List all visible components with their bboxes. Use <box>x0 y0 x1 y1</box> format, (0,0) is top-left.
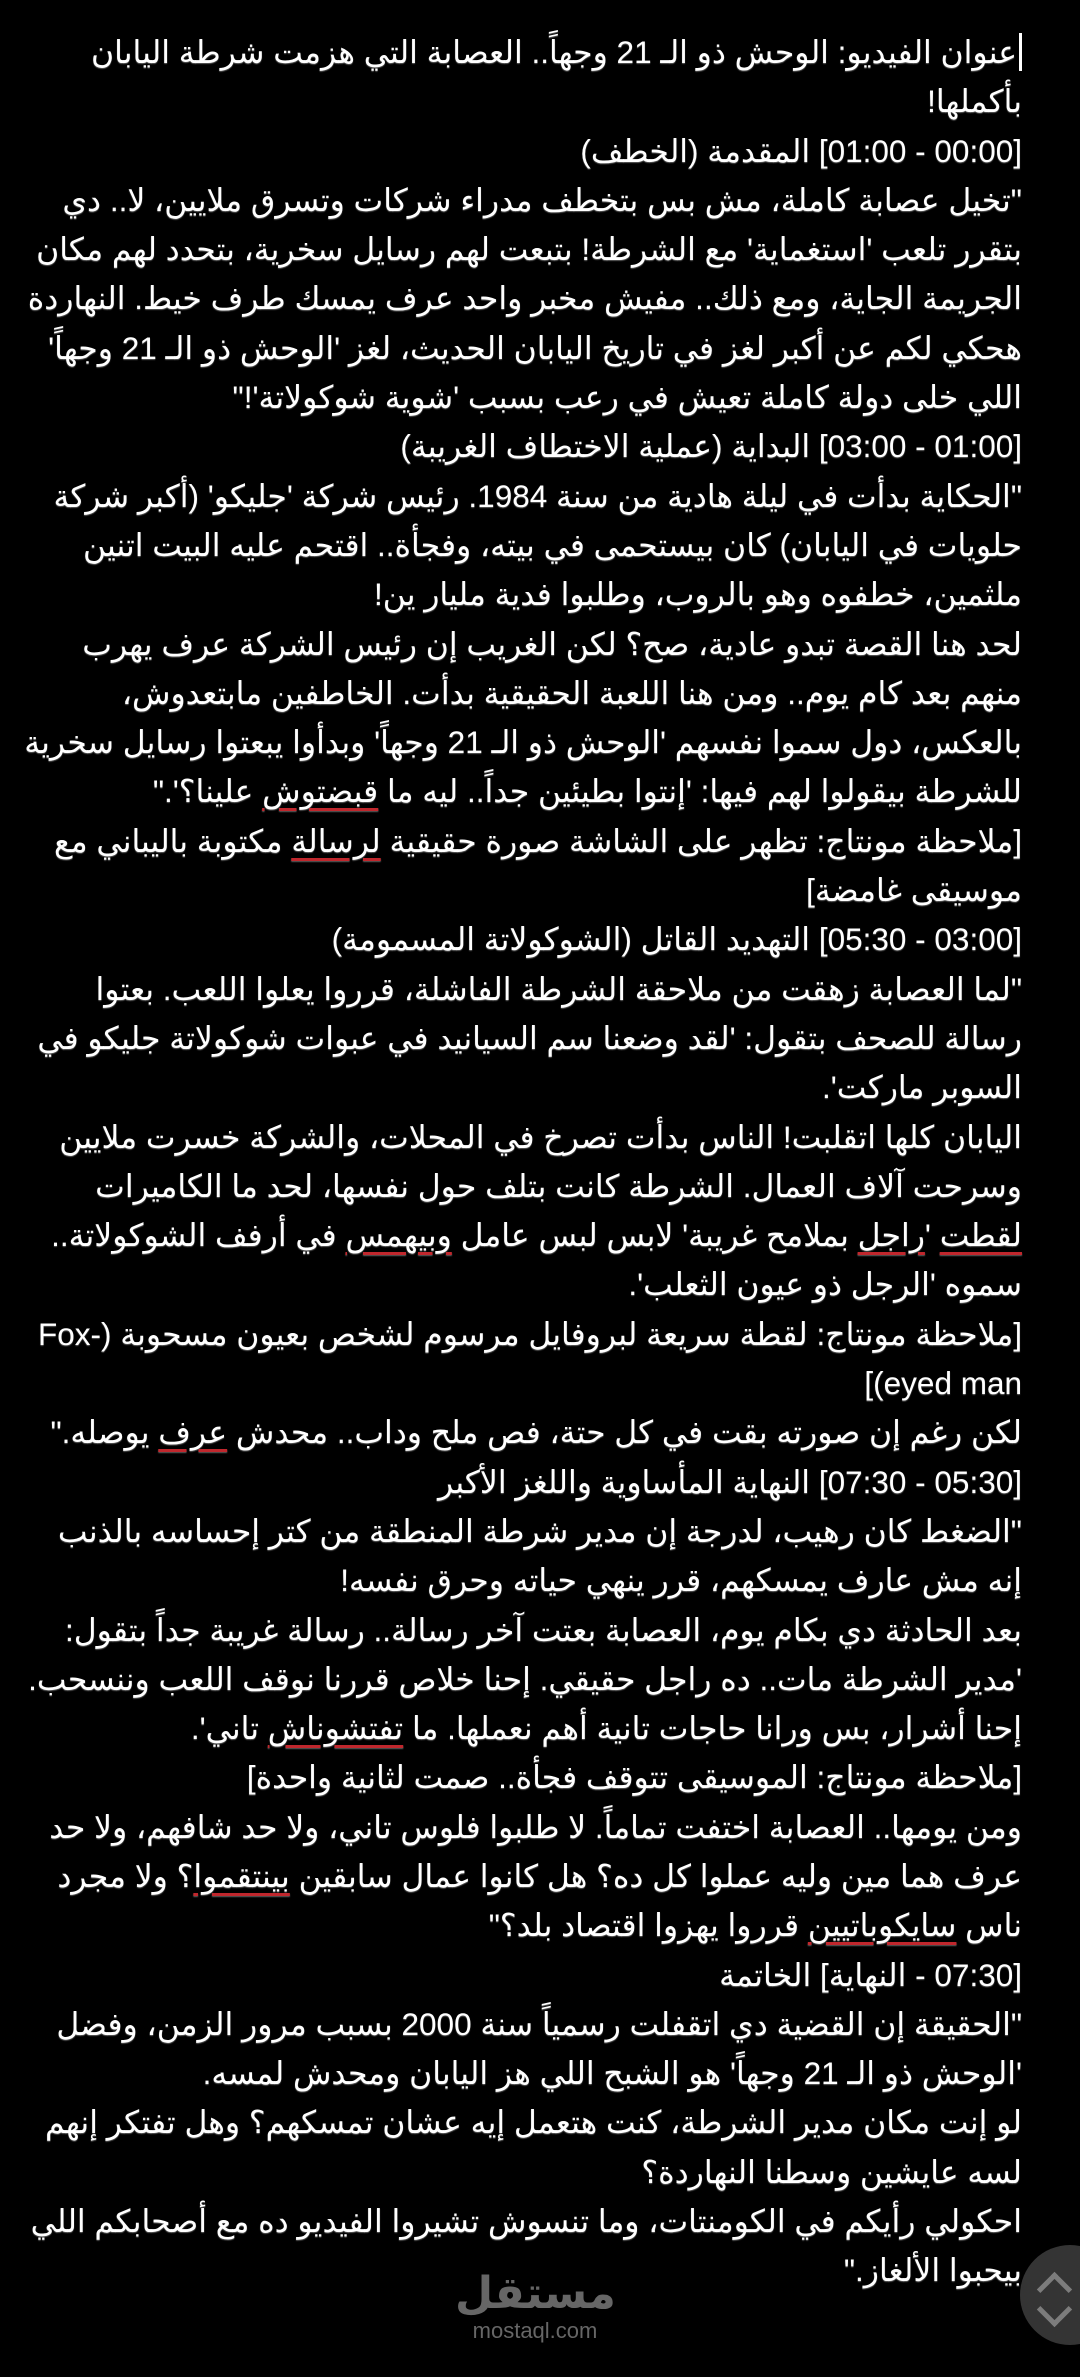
document-paragraph[interactable]: ومن يومها.. العصابة اختفت تماماً. لا طلبوا فلوس تاني، ولا حد شافهم، ولا حد عرف هما مين وليه عملوا كل ده؟ هل كانوا عمال سابقين بينتقموا؟ ولا مجرد ناس سايكوباتيين قرروا يهزوا اقتصاد بلد؟" <box>40 1808 1022 1944</box>
spellcheck-flagged-word[interactable]: لقطت <box>939 1217 1022 1254</box>
document-paragraph[interactable]: "الحقيقة إن القضية دي اتقفلت رسمياً سنة 2000 بسبب مرور الزمن، وفضل 'الوحش ذو الـ 21 وجهاً' هو الشبح اللي هز اليابان ومحدش لمسه. <box>47 2005 1022 2092</box>
document-paragraph[interactable]: "تخيل عصابة كاملة، مش بس بتخطف مدراء شركات وتسرق ملايين، لا.. دي بتقرر تلعب 'استغماية' مع الشرطة! بتبعت لهم رسايل سخرية، بتحدد لهم مكان الجريمة الجاية، ومع ذلك.. مفيش مخبر واحد عرف يمسك طرف خيط. النهاردة هحكي لكم عن أكبر لغز في تاريخ اليابان الحديث، لغز 'الوحش ذو الـ 21 وجهاً' اللي خلى دولة كاملة تعيش في رعب بسبب 'شوية شوكولاتة'!" <box>18 181 1022 416</box>
document-paragraph[interactable]: "الضغط كان رهيب، لدرجة إن مدير شرطة المنطقة من كتر إحساسه بالذنب إنه مش عارف يمسكهم، قرر ينهي حياته وحرق نفسه! <box>49 1512 1022 1599</box>
document-paragraph[interactable]: لو إنت مكان مدير الشرطة، كنت هتعمل إيه عشان تمسكهم؟ وهل تفتكر إنهم لسه عايشين وسطنا النهاردة؟ <box>36 2104 1022 2190</box>
scroll-page-button[interactable] <box>1020 2245 1080 2345</box>
document-paragraph[interactable]: لكن رغم إن صورته بقت في كل حتة، فص ملح وداب.. محدش عرف يوصله." <box>50 1414 1022 1451</box>
document-paragraph[interactable]: "لما العصابة زهقت من ملاحقة الشرطة الفاشلة، قرروا يعلوا اللعب. بعتوا رسالة للصحف بتقول: 'لقد وضعنا سم السيانيد في عبوات شوكولاتة جليكو في السوبر ماركت'. <box>28 970 1022 1106</box>
spellcheck-flagged-word[interactable]: تفتشوناش <box>267 1710 404 1747</box>
spellcheck-flagged-word[interactable]: سايكوباتيين <box>807 1907 957 1944</box>
spellcheck-flagged-word[interactable]: لرسالة <box>291 822 381 859</box>
chevron-down-icon[interactable] <box>1037 2292 1072 2327</box>
spellcheck-flagged-word[interactable]: قبضتوش <box>262 773 379 810</box>
document-paragraph[interactable]: [ملاحظة مونتاج: تظهر على الشاشة صورة حقيقية لرسالة مكتوبة باليباني مع موسيقى غامضة] <box>45 822 1022 909</box>
text-cursor <box>1019 33 1022 71</box>
spellcheck-flagged-word[interactable]: عرف <box>158 1414 228 1451</box>
spellcheck-flagged-word[interactable]: راجل <box>857 1217 925 1254</box>
document-paragraph[interactable]: [ملاحظة مونتاج: لقطة سريعة لبروفايل مرسوم لشخص بعيون مسحوبة (Fox-eyed man)] <box>38 1315 1022 1402</box>
watermark-latin: mostaql.com <box>472 2318 598 2343</box>
spellcheck-flagged-word[interactable]: وبيهمس <box>345 1217 452 1254</box>
document-paragraph[interactable]: عنوان الفيديو: الوحش ذو الـ 21 وجهاً.. العصابة التي هزمت شرطة اليابان بأكملها! <box>82 34 1022 120</box>
document-paragraph[interactable]: [ملاحظة مونتاج: الموسيقى تتوقف فجأة.. صمت لثانية واحدة] <box>246 1759 1022 1796</box>
mostaql-watermark <box>455 2270 615 2344</box>
document-text[interactable] <box>15 28 1022 2296</box>
document-paragraph[interactable]: بعد الحادثة دي بكام يوم، العصابة بعتت آخر رسالة.. رسالة غريبة جداً بتقول: 'مدير الشرطة مات.. ده راجل حقيقي. إحنا خلاص قررنا نوقف اللعب وننسحب. إحنا أشرار، بس ورانا حاجات تانية أهم نعملها. ما تفتشوناش تاني'. <box>19 1611 1022 1747</box>
document-body[interactable] <box>15 28 1022 2296</box>
document-paragraph[interactable]: [05:30 - 07:30] النهاية المأساوية واللغز الأكبر <box>438 1463 1022 1500</box>
document-paragraph[interactable]: [01:00 - 03:00] البداية (عملية الاختطاف الغريبة) <box>400 428 1022 465</box>
watermark-arabic: مستقل <box>455 2269 616 2318</box>
document-paragraph[interactable]: لحد هنا القصة تبدو عادية، صح؟ لكن الغريب إن رئيس الشركة عرف يهرب منهم بعد كام يوم.. ومن هنا اللعبة الحقيقية بدأت. الخاطفين مابتعدوش، بالعكس، دول سموا نفسهم 'الوحش ذو الـ 21 وجهاً' وبدأوا يبعتوا رسايل سخرية للشرطة بيقولوا لهم فيها: 'إنتوا بطيئين جداً.. ليه ما قبضتوش علينا؟'." <box>15 625 1022 810</box>
document-paragraph[interactable]: [07:30 - النهاية] الخاتمة <box>719 1956 1022 1993</box>
document-paragraph[interactable]: "الحكاية بدأت في ليلة هادية من سنة 1984. رئيس شركة 'جليكو' (أكبر شركة حلويات في اليابان) كان بيستحمى في بيته، وفجأة.. اقتحم عليه البيت اتنين ملثمين، خطفوه وهو بالروب، وطلبوا فدية مليار ين! <box>44 477 1022 613</box>
document-paragraph[interactable]: اليابان كلها اتقلبت! الناس بدأت تصرخ في المحلات، والشركة خسرت ملايين وسرحت آلاف العمال. الشرطة كانت بتلف حول نفسها، لحد ما الكاميرات لقطت 'راجل بملامح غريبة' لابس لبس عامل وبيهمس في أرفف الشوكولاتة.. سموه 'الرجل ذو عيون الثعلب'. <box>42 1118 1022 1303</box>
document-paragraph[interactable]: [00:00 - 01:00] المقدمة (الخطف) <box>580 132 1022 169</box>
document-paragraph[interactable]: احكولي رأيكم في الكومنتات، وما تنسوش تشيروا الفيديو ده مع أصحابكم اللي بيحبوا الألغاز." <box>21 2203 1022 2289</box>
document-paragraph[interactable]: [03:00 - 05:30] التهديد القاتل (الشوكولاتة المسمومة) <box>331 921 1022 958</box>
spellcheck-flagged-word[interactable]: بينتقموا <box>193 1857 290 1894</box>
